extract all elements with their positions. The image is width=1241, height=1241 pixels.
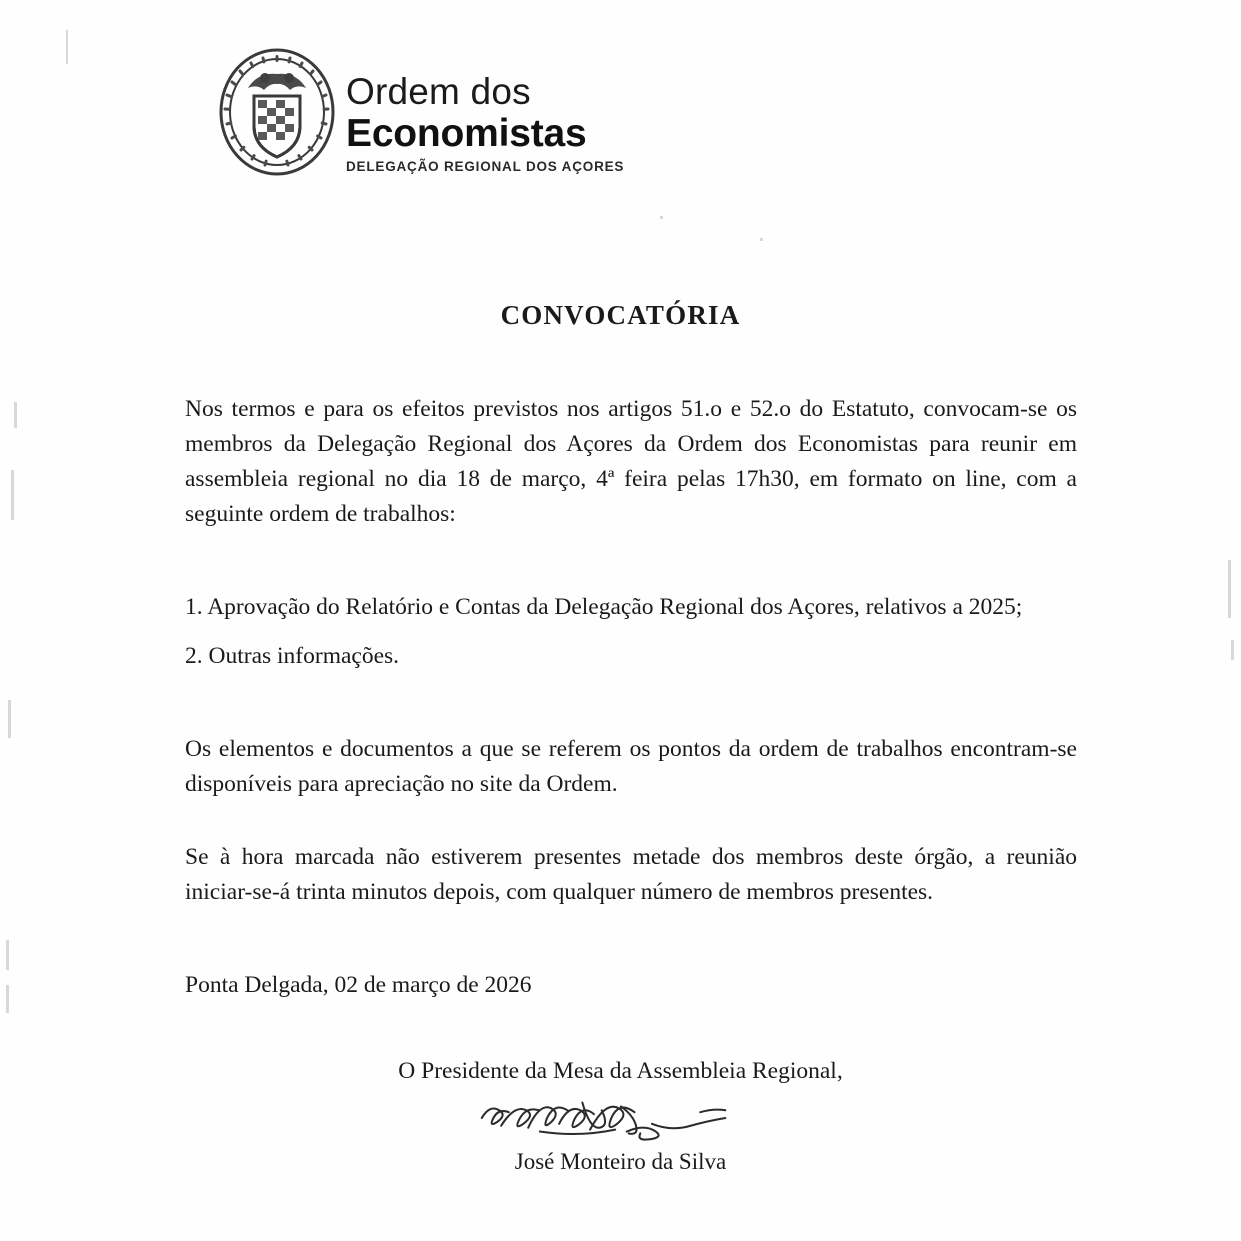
brand-text — [346, 48, 624, 176]
spacer — [185, 802, 1077, 840]
scan-artifact — [11, 470, 14, 520]
scan-artifact — [660, 216, 663, 219]
spacer — [185, 674, 1077, 732]
scan-artifact — [14, 402, 17, 428]
handwritten-signature-icon — [0, 1089, 1241, 1147]
scan-artifact — [6, 940, 9, 970]
agenda-item-2: 2. Outras informações. — [185, 643, 400, 669]
document-body — [185, 392, 1077, 1003]
intro-paragraph: Nos termos e para os efeitos previstos nos artigos 51.o e 52.o do Estatuto, convocam-se os membros da Delegação Regional dos Açores da Ordem dos Economistas para reunir em assembleia regional no dia 18 de março, 4ª feira pelas 17h30, em formato on line, com a seguinte ordem de trabalhos: — [185, 396, 1077, 527]
spacer — [185, 532, 1077, 590]
org-name-line2: Economistas — [346, 112, 587, 155]
place-and-date: Ponta Delgada, 02 de março de 2026 — [185, 972, 532, 998]
scan-artifact — [1228, 560, 1231, 618]
scan-artifact — [66, 30, 68, 64]
ordem-dos-economistas-crest-icon — [218, 48, 336, 176]
scan-artifact — [8, 700, 11, 738]
quorum-note-paragraph: Se à hora marcada não estiverem presentes metade dos membros deste órgão, a reunião iniciar-se-á trinta minutos depois, com qualquer número de membros presentes. — [185, 844, 1077, 905]
signature-block — [0, 1055, 1241, 1177]
org-name-line1: Ordem dos — [346, 71, 531, 112]
agenda-item-1: 1. Aprovação do Relatório e Contas da Delegação Regional dos Açores, relativos a 2025; — [185, 594, 1023, 620]
scan-artifact — [6, 985, 9, 1013]
org-subtitle: DELEGAÇÃO REGIONAL DOS AÇORES — [346, 159, 625, 174]
spacer — [185, 625, 1077, 639]
documents-note-paragraph: Os elementos e documentos a que se referem os pontos da ordem de trabalhos encontram-se disponíveis para apreciação no site da Ordem. — [185, 736, 1077, 797]
letterhead — [218, 48, 624, 176]
page-title: CONVOCATÓRIA — [500, 300, 741, 330]
signatory-name: José Monteiro da Silva — [514, 1149, 727, 1174]
spacer — [185, 910, 1077, 968]
scan-artifact — [760, 238, 763, 241]
signatory-role: O Presidente da Mesa da Assembleia Regional, — [398, 1058, 843, 1084]
scan-artifact — [1231, 640, 1234, 660]
